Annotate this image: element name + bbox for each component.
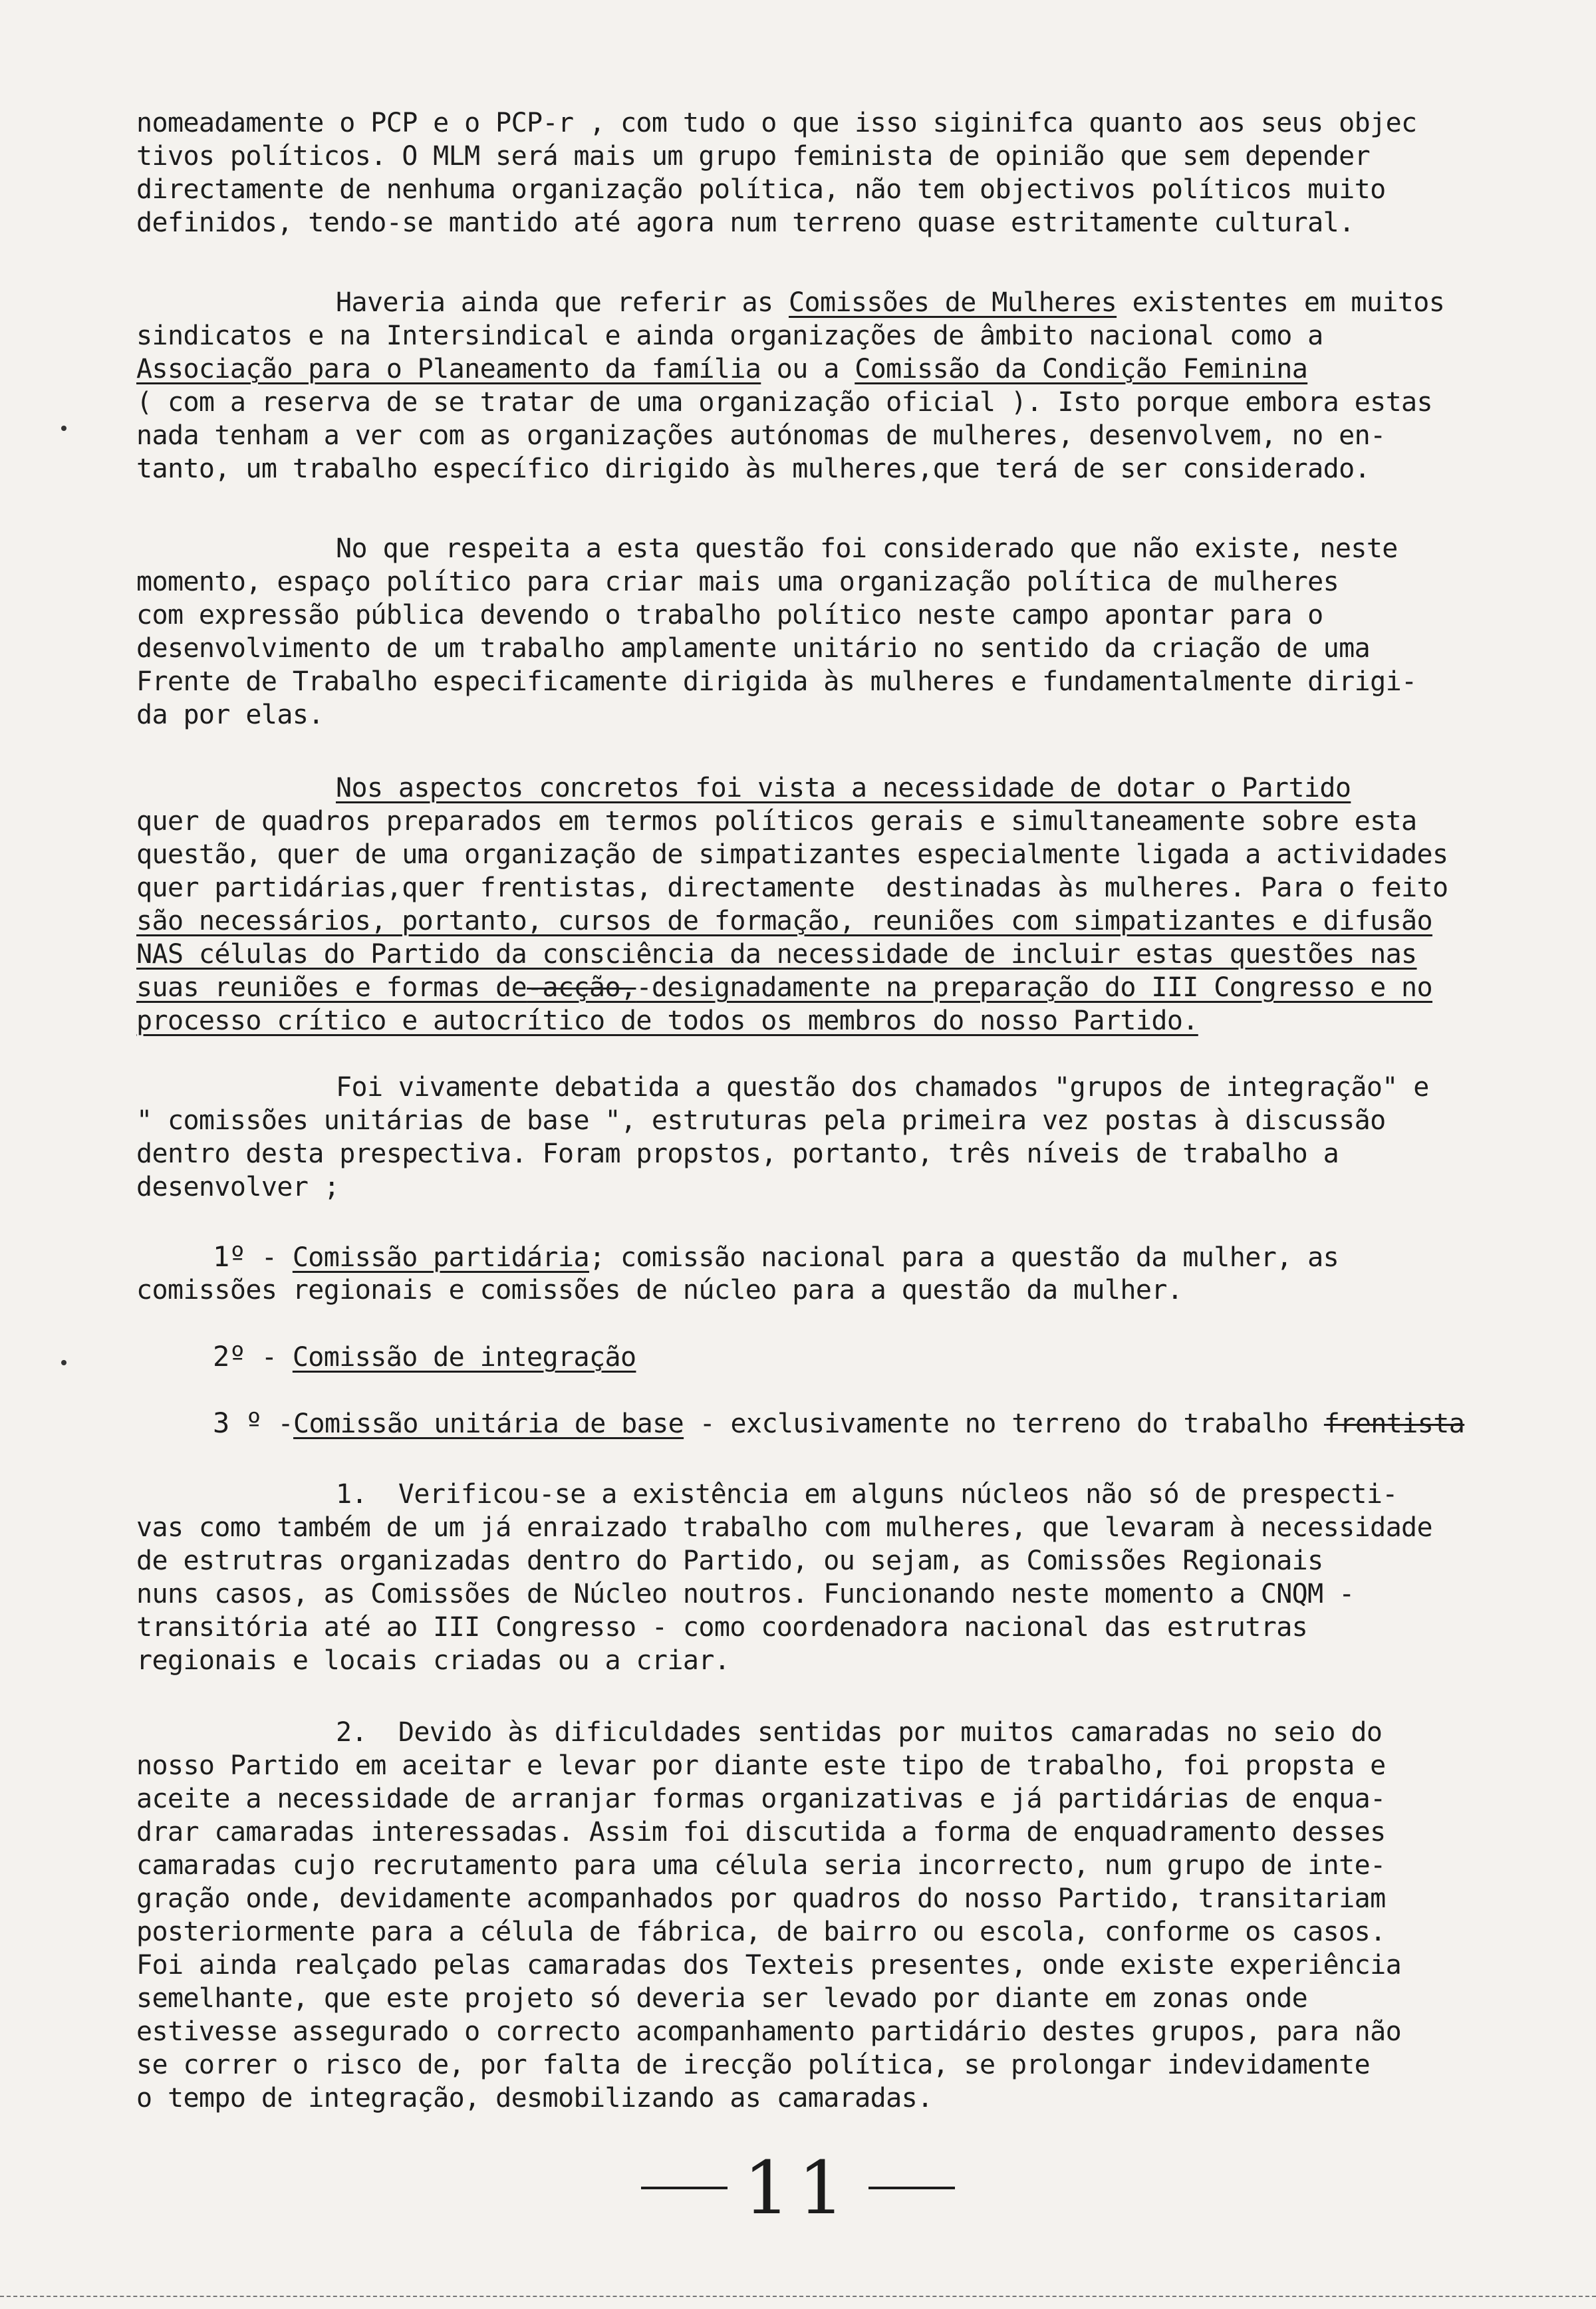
level-title: Comissão partidária [292, 1242, 589, 1273]
text-line: nosso Partido em aceitar e levar por diante este tipo de trabalho, foi propsta e [136, 1750, 1386, 1781]
text-line [136, 971, 1513, 1004]
text-line: NAS células do Partido da consciência da necessidade de incluir estas questões nas [136, 939, 1417, 970]
text-segment: 2. Devido às dificuldades sentidas por muitos camaradas no seio do [336, 1717, 1383, 1748]
page-number [612, 2145, 984, 2231]
text-line: quer partidárias,quer frentistas, directamente destinadas às mulheres. Para o feito [136, 873, 1448, 903]
paragraph-espaco-politico [136, 532, 1513, 732]
level-1 [136, 1240, 1513, 1307]
text-segment: - [245, 1342, 293, 1373]
text-line [136, 771, 1513, 805]
level-title: Comissão de integração [292, 1342, 636, 1373]
text-line: da por elas. [136, 700, 324, 730]
scan-speck [61, 1360, 66, 1365]
text-line: quer de quadros preparados em termos políticos gerais e simultaneamente sobre esta [136, 806, 1417, 837]
text-line [136, 1478, 1513, 1511]
text-line: nada tenham a ver com as organizações autónomas de mulheres, desenvolvem, no en- [136, 420, 1386, 451]
text-segment: existentes em muitos [1117, 287, 1445, 318]
text-line: gração onde, devidamente acompanhados por quadros do nosso Partido, transitariam [136, 1883, 1386, 1914]
text-line: comissões regionais e comissões de núcleo para a questão da mulher. [136, 1275, 1183, 1305]
text-line: aceite a necessidade de arranjar formas organizativas e já partidárias de enqua- [136, 1784, 1386, 1814]
struck-text: frentista [1323, 1409, 1465, 1439]
text-line [136, 1407, 1513, 1440]
text-line: questão, quer de uma organização de simpatizantes especialmente ligada a actividades [136, 839, 1448, 870]
level-number: 3 º [213, 1407, 263, 1439]
text-segment: - [262, 1409, 294, 1439]
page-edge-rule [0, 2296, 1596, 2297]
level-number: 2º [213, 1340, 246, 1373]
level-2 [136, 1340, 1513, 1373]
text-line: posteriormente para a célula de fábrica, de bairro ou escola, conforme os casos. [136, 1917, 1386, 1947]
text-line [136, 1340, 1513, 1373]
text-line: drar camaradas interessadas. Assim foi discutida a forma de enquadramento desses [136, 1817, 1386, 1847]
text-line: regionais e locais criadas ou a criar. [136, 1645, 730, 1676]
text-line: desenvolvimento de um trabalho amplamente unitário no sentido da criação de uma [136, 633, 1371, 664]
text-line: são necessários, portanto, cursos de formação, reuniões com simpatizantes e difusão [136, 906, 1433, 936]
text-segment: ou a [761, 354, 855, 384]
paragraph-aspectos-concretos [136, 771, 1513, 1037]
text-line: tanto, um trabalho específico dirigido às mulheres,que terá de ser considerado. [136, 454, 1371, 484]
text-line: semelhante, que este projeto só deveria ser levado por diante em zonas onde [136, 1983, 1308, 2014]
text-line: momento, espaço político para criar mais uma organização política de mulheres [136, 567, 1339, 597]
text-line: de estrutras organizadas dentro do Partido, ou sejam, as Comissões Regionais [136, 1546, 1323, 1576]
text-line: com expressão pública devendo o trabalho político neste campo apontar para o [136, 600, 1323, 630]
underlined-phrase: Comissão da Condição Feminina [855, 354, 1308, 384]
text-line: camaradas cujo recrutamento para uma célula seria incorrecto, num grupo de inte- [136, 1850, 1386, 1881]
text-segment: Haveria ainda que referir as [336, 287, 789, 318]
text-line: definidos, tendo-se mantido até agora num terreno quase estritamente cultural. [136, 207, 1355, 238]
struck-text: -acção, [527, 972, 636, 1003]
underlined-phrase: Associação para o Planeamento da família [136, 354, 761, 384]
text-line [136, 352, 1513, 386]
text-line [136, 1071, 1513, 1104]
point-1 [136, 1478, 1513, 1677]
text-segment: suas reuniões e formas de [136, 972, 527, 1003]
text-line: transitória até ao III Congresso - como coordenadora nacional das estrutras [136, 1612, 1308, 1643]
text-segment: -designadamente na preparação do III Congresso e no [636, 972, 1433, 1003]
paragraph-mlm [136, 106, 1513, 239]
text-line: estivesse assegurado o correcto acompanhamento partidário destes grupos, para não [136, 2016, 1402, 2047]
level-3 [136, 1407, 1513, 1440]
text-line: nuns casos, as Comissões de Núcleo noutros. Funcionando neste momento a CNQM - [136, 1579, 1355, 1609]
text-line: sindicatos e na Intersindical e ainda organizações de âmbito nacional como a [136, 321, 1323, 351]
text-line: Frente de Trabalho especificamente dirigida às mulheres e fundamentalmente dirigi- [136, 666, 1417, 697]
paragraph-grupos-integracao [136, 1071, 1513, 1204]
dash-decoration [868, 2187, 955, 2189]
text-line: Foi ainda realçado pelas camaradas dos Texteis presentes, onde existe experiência [136, 1950, 1402, 1980]
text-segment: - [245, 1242, 293, 1273]
underlined-phrase: Comissões de Mulheres [788, 287, 1117, 318]
text-line: processo crítico e autocrítico de todos os membros do nosso Partido. [136, 1006, 1198, 1036]
text-line: vas como também de um já enraizado trabalho com mulheres, que levaram à necessidade [136, 1512, 1433, 1543]
text-segment: - exclusivamente no terreno do trabalho [684, 1409, 1324, 1439]
text-line [136, 1716, 1513, 1749]
text-line [136, 532, 1513, 565]
point-2 [136, 1716, 1513, 2115]
text-segment: 1. Verificou-se a existência em alguns núcleos não só de prespecti- [336, 1479, 1398, 1510]
text-line [136, 286, 1513, 319]
text-segment: ; comissão nacional para a questão da mulher, as [589, 1242, 1339, 1273]
text-segment: No que respeita a esta questão foi considerado que não existe, neste [336, 533, 1398, 564]
text-line: directamente de nenhuma organização política, não tem objectivos políticos muito [136, 174, 1386, 205]
text-line: " comissões unitárias de base ", estruturas pela primeira vez postas à discussão [136, 1105, 1386, 1136]
dash-decoration [641, 2187, 728, 2189]
level-title: Comissão unitária de base [293, 1409, 684, 1439]
text-line: ( com a reserva de se tratar de uma organização oficial ). Isto porque embora estas [136, 387, 1433, 418]
text-line: nomeadamente o PCP e o PCP-r , com tudo o que isso siginifca quanto aos seus objec [136, 108, 1417, 138]
paragraph-comissoes [136, 286, 1513, 485]
page-number-text: 11 [743, 2145, 853, 2231]
text-line: tivos políticos. O MLM será mais um grupo feminista de opinião que sem depender [136, 141, 1371, 172]
text-segment: Foi vivamente debatida a questão dos chamados "grupos de integração" e [336, 1072, 1429, 1103]
level-number: 1º [213, 1240, 246, 1273]
underlined-phrase: Nos aspectos concretos foi vista a necessidade de dotar o Partido [336, 773, 1351, 803]
text-line: o tempo de integração, desmobilizando as camaradas. [136, 2083, 933, 2113]
text-line: se correr o risco de, por falta de irecção política, se prolongar indevidamente [136, 2050, 1371, 2080]
scan-speck [61, 426, 66, 431]
text-line: desenvolver ; [136, 1172, 340, 1202]
text-line: dentro desta prespectiva. Foram propstos, portanto, três níveis de trabalho a [136, 1139, 1339, 1169]
text-line [136, 1240, 1513, 1274]
